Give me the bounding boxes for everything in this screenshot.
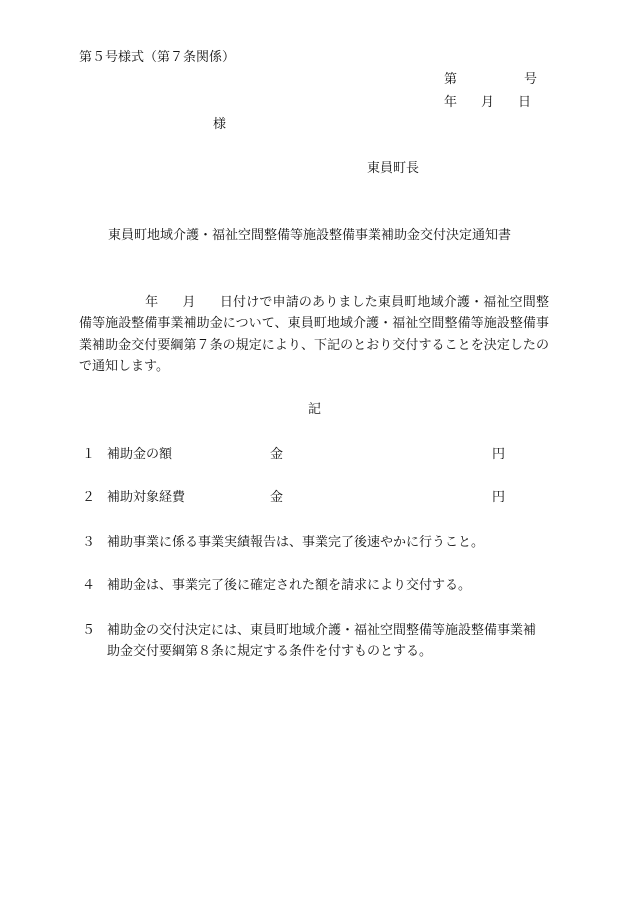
list-item bbox=[82, 620, 552, 663]
item-number: ３ bbox=[82, 535, 96, 550]
document-date bbox=[444, 95, 531, 111]
ki-heading: 記 bbox=[308, 402, 322, 417]
sender: 東員町長 bbox=[367, 161, 420, 176]
doc-date-day: 日 bbox=[518, 95, 532, 110]
item-number: ２ bbox=[82, 490, 96, 505]
body-date-year: 年 bbox=[145, 295, 159, 310]
addressee: 様 bbox=[213, 117, 227, 132]
item-yen: 円 bbox=[492, 447, 506, 462]
item-text-line2: 助金交付要綱第８条に規定する条件を付すものとする。 bbox=[107, 644, 433, 660]
body-text bbox=[79, 292, 549, 377]
item-number: １ bbox=[82, 447, 96, 462]
body-date-month: 月 bbox=[182, 295, 196, 310]
document-title: 東員町地域介護・福祉空間整備等施設整備事業補助金交付決定通知書 bbox=[108, 228, 512, 243]
item-text-line1: 補助金の交付決定には、東員町地域介護・福祉空間整備等施設整備事業補 bbox=[107, 623, 537, 638]
body-paragraph: 日付けで申請のありました東員町地域介護・福祉空間整備等施設整備事業補助金について、東員町地域介護・福祉空間整備等施設整備事業補助金交付要綱第７条の規定により、下記のとおり交付することを決定したので通知します。 bbox=[79, 295, 549, 374]
form-label: 第５号様式（第７条関係） bbox=[79, 50, 236, 65]
item-number: ４ bbox=[82, 578, 96, 593]
item-kin: 金 bbox=[270, 447, 284, 462]
doc-number-prefix: 第 bbox=[444, 72, 458, 87]
item-number: ５ bbox=[82, 623, 96, 638]
list-item bbox=[82, 575, 552, 596]
item-label: 補助金の額 bbox=[107, 447, 173, 462]
doc-date-month: 月 bbox=[481, 95, 495, 110]
list-item bbox=[82, 532, 552, 553]
item-yen: 円 bbox=[492, 490, 506, 505]
doc-date-year: 年 bbox=[444, 95, 458, 110]
item-text: 補助金は、事業完了後に確定された額を請求により交付する。 bbox=[107, 578, 472, 593]
item-kin: 金 bbox=[270, 490, 284, 505]
doc-number-suffix: 号 bbox=[524, 72, 538, 87]
item-label: 補助対象経費 bbox=[107, 490, 186, 505]
document-number bbox=[444, 72, 537, 88]
list-item bbox=[82, 444, 552, 465]
list-item bbox=[82, 487, 552, 508]
item-text: 補助事業に係る事業実績報告は、事業完了後速やかに行うこと。 bbox=[107, 535, 485, 550]
